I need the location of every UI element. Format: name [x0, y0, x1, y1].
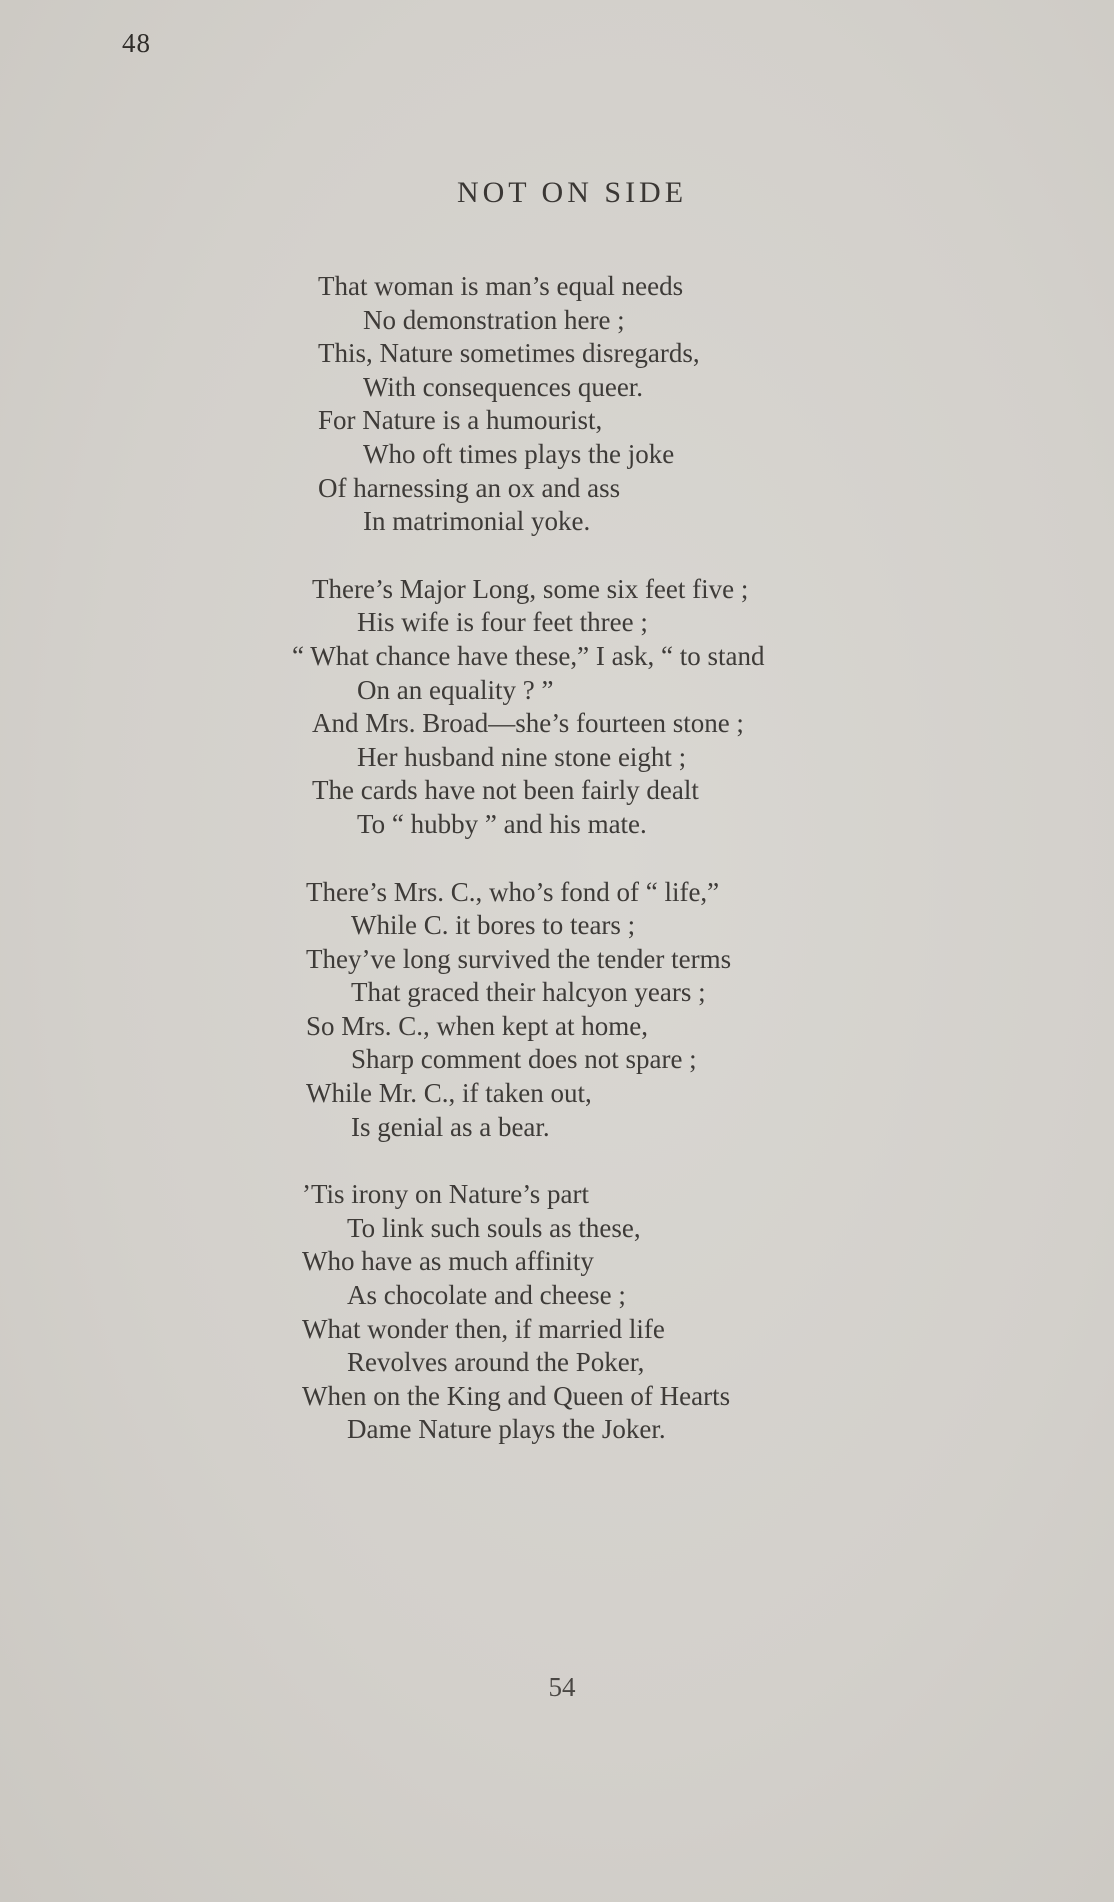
- poem-line: As chocolate and cheese ;: [347, 1280, 626, 1311]
- poem-line: No demonstration here ;: [363, 304, 625, 335]
- poem-line: Is genial as a bear.: [351, 1111, 550, 1142]
- poem-line: That woman is man’s equal needs: [318, 271, 684, 301]
- poem-line: That graced their halcyon years ;: [351, 977, 706, 1008]
- poem-line: They’ve long survived the tender terms: [306, 943, 732, 974]
- poem-line: And Mrs. Broad—she’s fourteen stone ;: [312, 708, 744, 739]
- poem-title: NOT ON SIDE: [456, 176, 688, 209]
- stanza: [306, 876, 920, 1145]
- poem-line: Who oft times plays the joke: [363, 438, 675, 469]
- poem-line: To “ hubby ” and his mate.: [357, 808, 647, 839]
- poem-line: Of harnessing an ox and ass: [318, 472, 621, 503]
- poem-line: Sharp comment does not spare ;: [351, 1044, 697, 1075]
- poem-line: To link such souls as these,: [347, 1212, 641, 1243]
- poem-line: Who have as much affinity: [302, 1246, 594, 1277]
- poem-body: [280, 270, 920, 1481]
- poem-line: What wonder then, if married life: [302, 1313, 665, 1344]
- poem-line: His wife is four feet three ;: [357, 607, 648, 638]
- poem-line: On an equality ? ”: [357, 674, 554, 705]
- poem-line: Revolves around the Poker,: [347, 1347, 645, 1378]
- poem-line: When on the King and Queen of Hearts: [302, 1380, 731, 1411]
- stanza: [302, 1178, 920, 1447]
- page-number-top: 48: [122, 28, 151, 58]
- poem-line: While Mr. C., if taken out,: [306, 1078, 592, 1109]
- poem-line: In matrimonial yoke.: [363, 506, 591, 537]
- stanza: [318, 270, 920, 539]
- poem-line: With consequences queer.: [363, 371, 644, 402]
- page-number-bottom: 54: [548, 1672, 576, 1702]
- poem-line: So Mrs. C., when kept at home,: [306, 1010, 648, 1041]
- stanza: [292, 573, 920, 842]
- poem-line: Dame Nature plays the Joker.: [347, 1414, 666, 1445]
- poem-line: The cards have not been fairly dealt: [312, 775, 699, 806]
- poem-line: ’Tis irony on Nature’s part: [302, 1179, 589, 1210]
- poem-line: There’s Mrs. C., who’s fond of “ life,”: [306, 876, 720, 907]
- poem-line: This, Nature sometimes disregards,: [318, 338, 700, 369]
- poem-line: “ What chance have these,” I ask, “ to stand: [292, 640, 765, 671]
- poem-line: There’s Major Long, some six feet five ;: [312, 573, 749, 604]
- poem-line: While C. it bores to tears ;: [351, 910, 636, 941]
- poem-line: Her husband nine stone eight ;: [357, 741, 687, 772]
- poem-line: For Nature is a humourist,: [318, 405, 603, 436]
